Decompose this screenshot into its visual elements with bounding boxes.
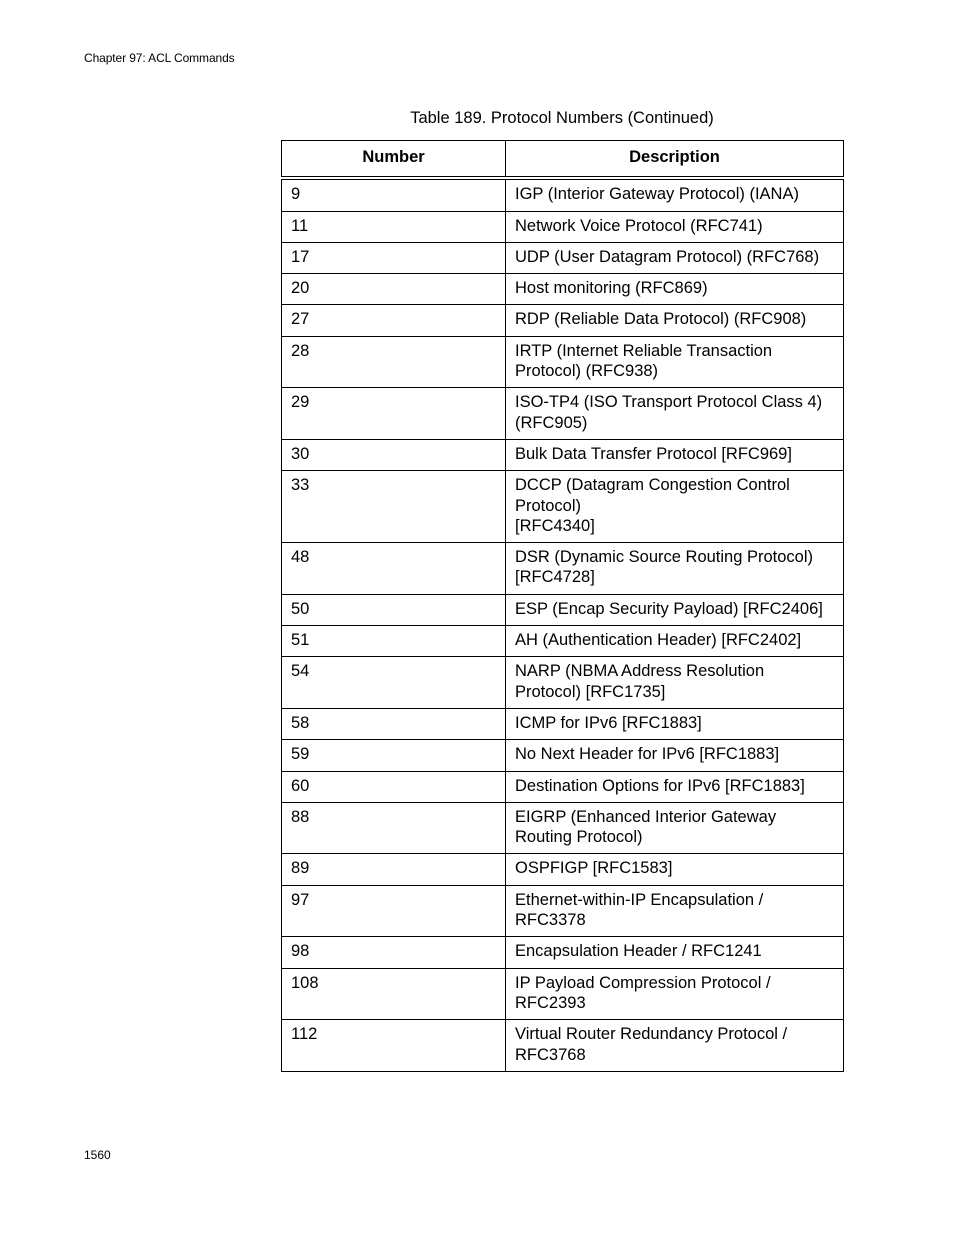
column-header-description: Description — [506, 141, 844, 179]
protocol-numbers-table — [281, 140, 844, 1072]
protocol-description-cell: Host monitoring (RFC869) — [506, 274, 844, 305]
protocol-description-cell: NARP (NBMA Address Resolution Protocol) [RFC1735] — [506, 657, 844, 709]
protocol-number-cell: 30 — [282, 439, 506, 470]
table-row — [282, 439, 844, 470]
table-row — [282, 771, 844, 802]
running-header: Chapter 97: ACL Commands — [84, 51, 235, 65]
table-row — [282, 626, 844, 657]
table-row — [282, 471, 844, 543]
protocol-number-cell: 9 — [282, 178, 506, 211]
table-row — [282, 740, 844, 771]
protocol-description-cell: AH (Authentication Header) [RFC2402] — [506, 626, 844, 657]
table-row — [282, 854, 844, 885]
protocol-description-cell: ICMP for IPv6 [RFC1883] — [506, 708, 844, 739]
table-caption: Table 189. Protocol Numbers (Continued) — [410, 109, 714, 127]
protocol-description-cell: ISO-TP4 (ISO Transport Protocol Class 4) (RFC905) — [506, 388, 844, 440]
protocol-number-cell: 51 — [282, 626, 506, 657]
table-row — [282, 885, 844, 937]
protocol-number-cell: 97 — [282, 885, 506, 937]
protocol-description-cell: UDP (User Datagram Protocol) (RFC768) — [506, 242, 844, 273]
protocol-number-cell: 88 — [282, 802, 506, 854]
protocol-description-cell: DSR (Dynamic Source Routing Protocol) [RFC4728] — [506, 543, 844, 595]
protocol-description-cell: IRTP (Internet Reliable Transaction Protocol) (RFC938) — [506, 336, 844, 388]
protocol-description-cell: RDP (Reliable Data Protocol) (RFC908) — [506, 305, 844, 336]
protocol-description-cell: Encapsulation Header / RFC1241 — [506, 937, 844, 968]
table-row — [282, 708, 844, 739]
table-row — [282, 543, 844, 595]
table-row — [282, 802, 844, 854]
protocol-number-cell: 58 — [282, 708, 506, 739]
protocol-number-cell: 60 — [282, 771, 506, 802]
table-row — [282, 1020, 844, 1072]
table-body — [282, 178, 844, 1071]
table-header-row — [282, 141, 844, 179]
protocol-description-cell: OSPFIGP [RFC1583] — [506, 854, 844, 885]
protocol-description-cell: IP Payload Compression Protocol / RFC2393 — [506, 968, 844, 1020]
protocol-number-cell: 112 — [282, 1020, 506, 1072]
protocol-number-cell: 28 — [282, 336, 506, 388]
protocol-description-cell: No Next Header for IPv6 [RFC1883] — [506, 740, 844, 771]
table-row — [282, 594, 844, 625]
protocol-number-cell: 48 — [282, 543, 506, 595]
protocol-number-cell: 50 — [282, 594, 506, 625]
protocol-number-cell: 98 — [282, 937, 506, 968]
page-number: 1560 — [84, 1148, 111, 1162]
protocol-number-cell: 27 — [282, 305, 506, 336]
protocol-number-cell: 54 — [282, 657, 506, 709]
protocol-number-cell: 20 — [282, 274, 506, 305]
protocol-description-cell: IGP (Interior Gateway Protocol) (IANA) — [506, 178, 844, 211]
table-row — [282, 937, 844, 968]
table-row — [282, 274, 844, 305]
protocol-description-cell: DCCP (Datagram Congestion Control Protocol) [RFC4340] — [506, 471, 844, 543]
protocol-number-cell: 33 — [282, 471, 506, 543]
protocol-number-cell: 59 — [282, 740, 506, 771]
protocol-number-cell: 29 — [282, 388, 506, 440]
protocol-number-cell: 17 — [282, 242, 506, 273]
table-row — [282, 178, 844, 211]
table-row — [282, 211, 844, 242]
protocol-number-cell: 89 — [282, 854, 506, 885]
table-row — [282, 305, 844, 336]
protocol-description-cell: Virtual Router Redundancy Protocol / RFC3768 — [506, 1020, 844, 1072]
protocol-description-cell: EIGRP (Enhanced Interior Gateway Routing Protocol) — [506, 802, 844, 854]
table-row — [282, 242, 844, 273]
table-row — [282, 968, 844, 1020]
column-header-number: Number — [282, 141, 506, 179]
protocol-description-cell: Network Voice Protocol (RFC741) — [506, 211, 844, 242]
protocol-description-cell: Ethernet-within-IP Encapsulation / RFC3378 — [506, 885, 844, 937]
table-row — [282, 336, 844, 388]
protocol-description-cell: ESP (Encap Security Payload) [RFC2406] — [506, 594, 844, 625]
table-row — [282, 657, 844, 709]
table-row — [282, 388, 844, 440]
protocol-description-cell: Bulk Data Transfer Protocol [RFC969] — [506, 439, 844, 470]
protocol-description-cell: Destination Options for IPv6 [RFC1883] — [506, 771, 844, 802]
protocol-number-cell: 11 — [282, 211, 506, 242]
protocol-number-cell: 108 — [282, 968, 506, 1020]
